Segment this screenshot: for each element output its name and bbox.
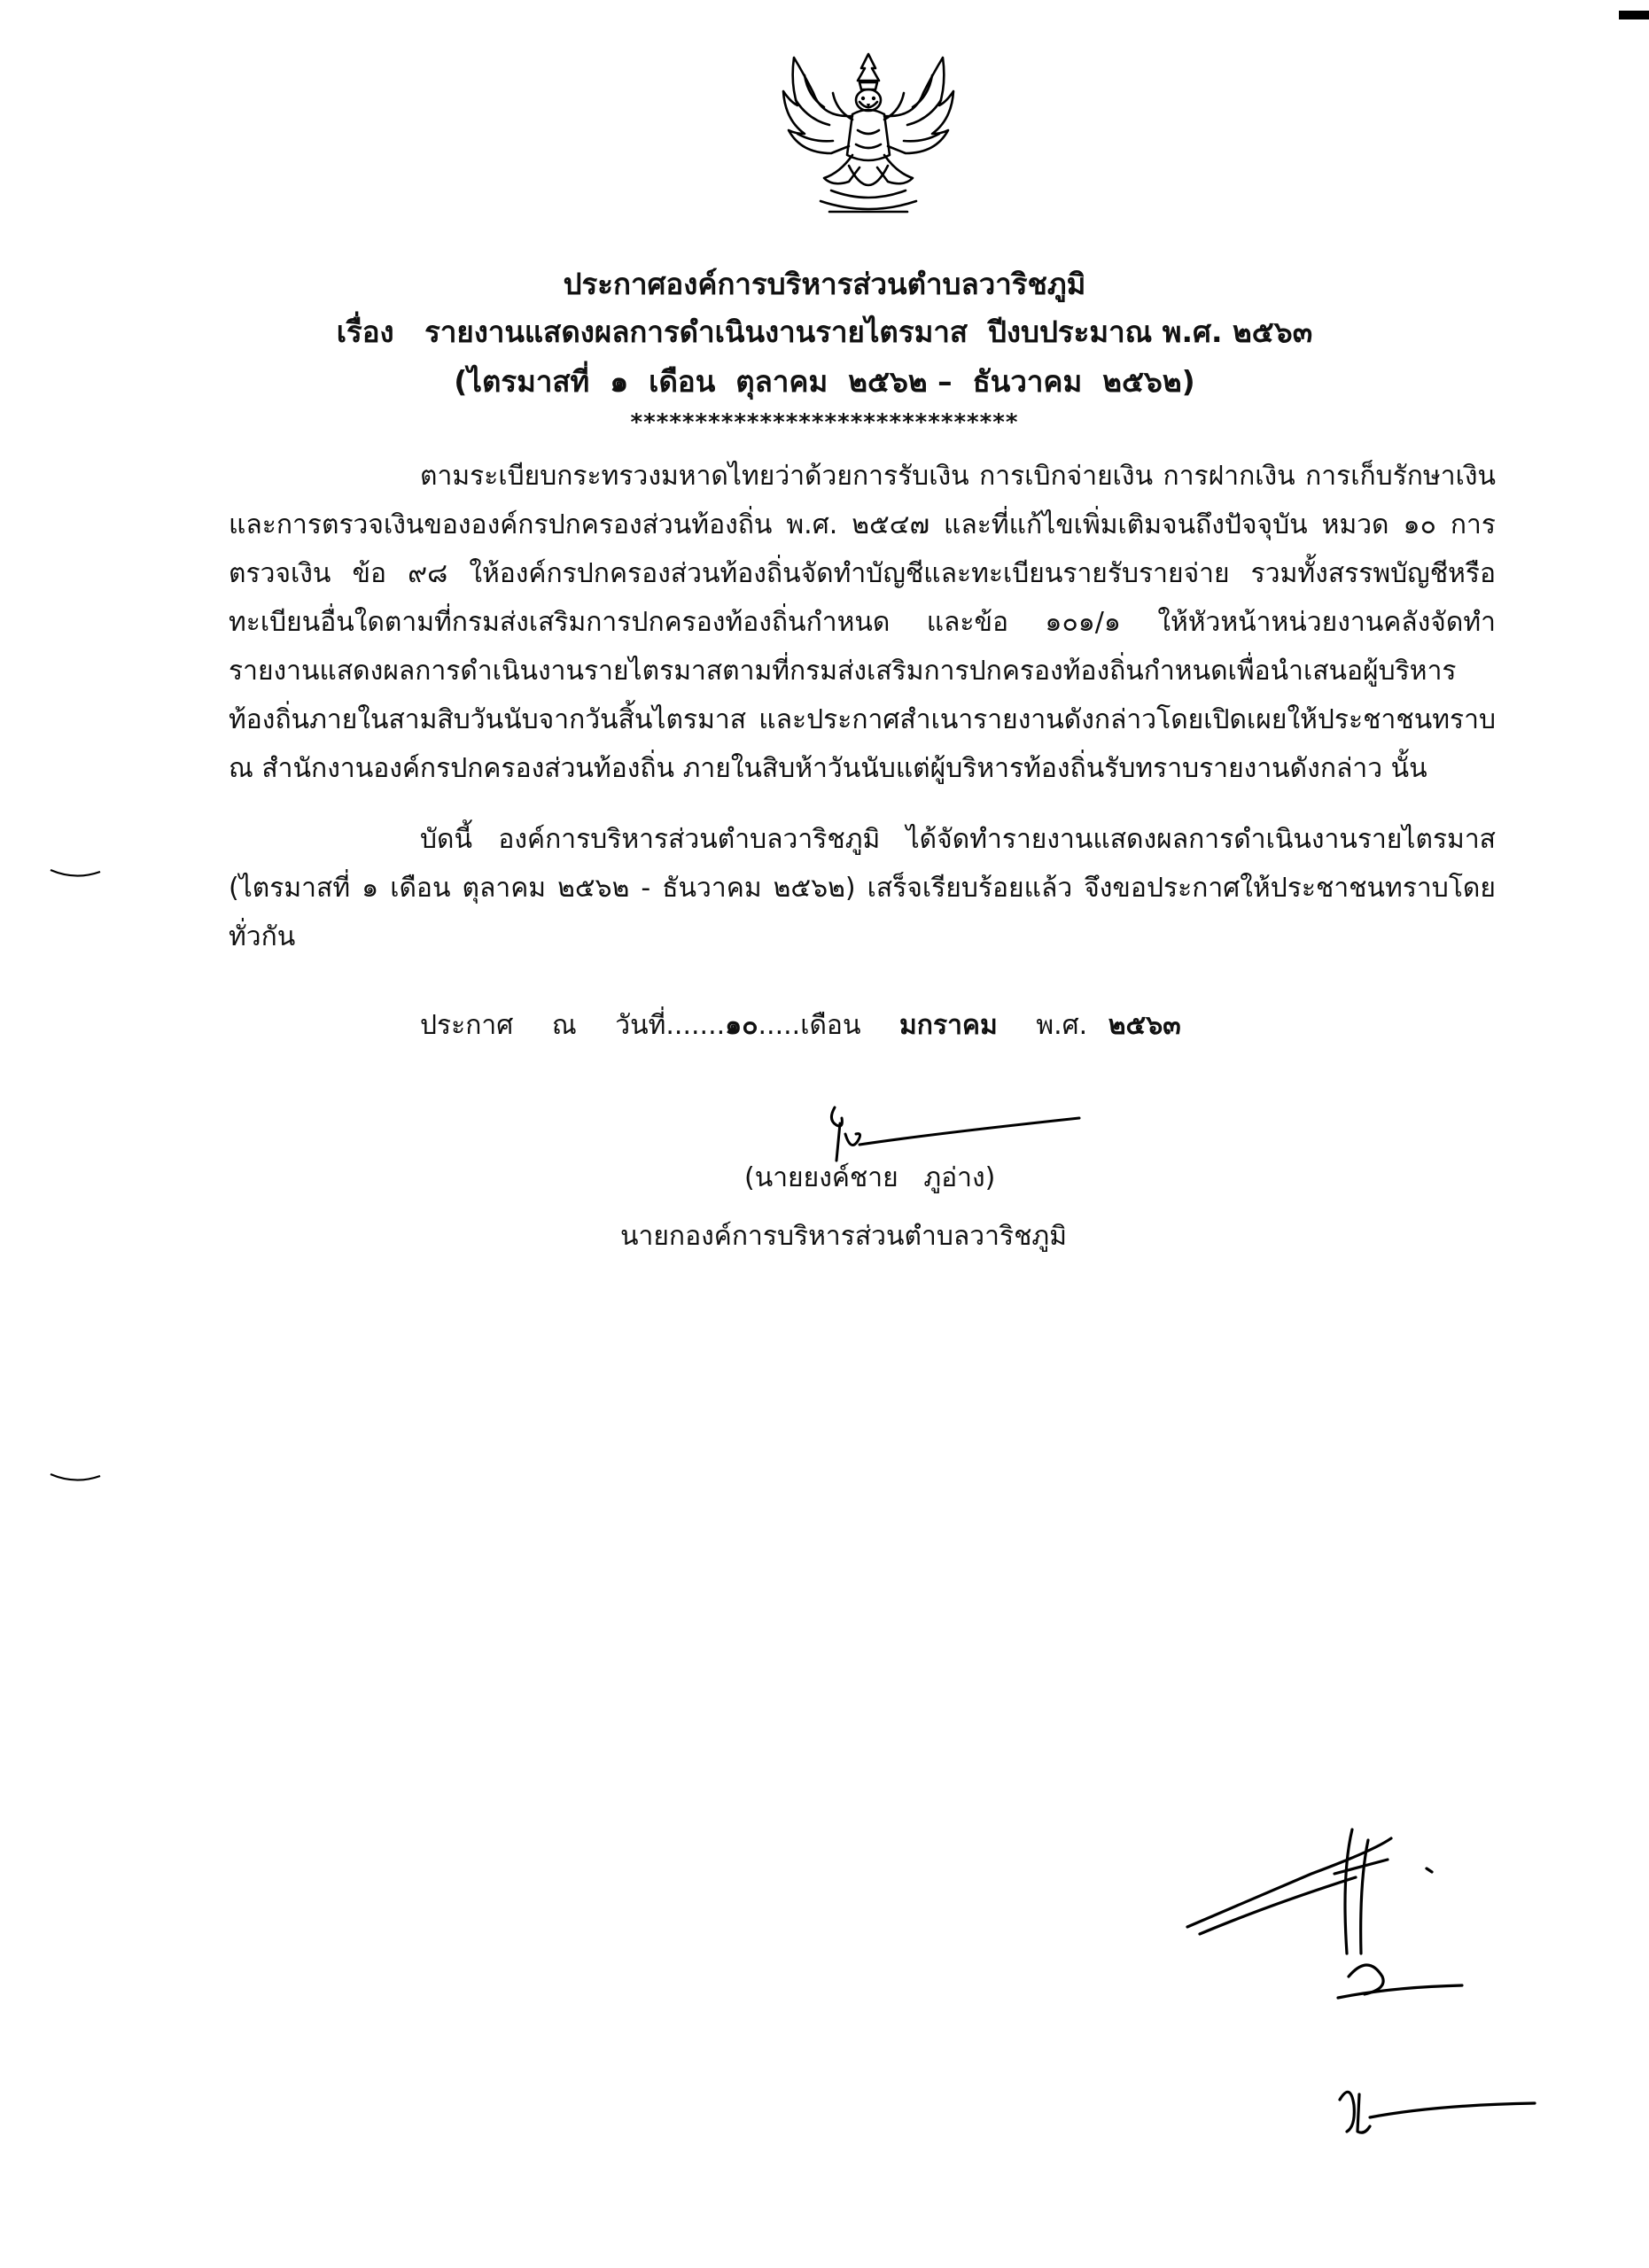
signatory-position: นายกองค์การบริหารส่วนตำบลวาริชภูมิ bbox=[620, 1221, 1067, 1252]
announce-era-label: พ.ศ. bbox=[1036, 1010, 1088, 1041]
announce-date-label: วันที่....... bbox=[615, 1010, 726, 1041]
body-paragraph-2: บัดนี้ องค์การบริหารส่วนตำบลวาริชภูมิ ได้จัดทำรายงานแสดงผลการดำเนินงานรายไตรมาส (ไตรมาสที่ ๑ เดือน ตุลาคม ๒๕๖๒ - ธันวาคม ๒๕๖๒) เสร็จเรียบร้อยแล้ว จึงขอประกาศให้ประชาชนทราบโดยทั่วกัน bbox=[229, 824, 1496, 952]
scan-artifact bbox=[49, 1471, 102, 1483]
scan-artifact bbox=[49, 866, 102, 879]
handwritten-initial bbox=[1178, 1821, 1471, 2024]
garuda-emblem bbox=[778, 49, 960, 221]
announce-month: มกราคม bbox=[899, 1010, 998, 1041]
subject-line: เรื่อง รายงานแสดงผลการดำเนินงานรายไตรมาส ปีงบประมาณ พ.ศ. ๒๕๖๓ bbox=[336, 315, 1313, 349]
announce-year: ๒๕๖๓ bbox=[1108, 1010, 1181, 1041]
body-paragraph-1: ตามระเบียบกระทรวงมหาดไทยว่าด้วยการรับเงิน การเบิกจ่ายเงิน การฝากเงิน การเก็บรักษาเงินและการตรวจเงินขององค์กรปกครองส่วนท้องถิ่น พ.ศ. ๒๕๔๗ และที่แก้ไขเพิ่มเติมจนถึงปัจจุบัน หมวด ๑๐ การตรวจเงิน ข้อ ๙๘ ให้องค์กรปกครองส่วนท้องถิ่นจัดทำบัญชีและทะเบียนรายรับรายจ่าย รวมทั้งสรรพบัญชีหรือทะเบียนอื่นใดตามที่กรมส่งเสริมการปกครองท้องถิ่นกำหนด และข้อ ๑๐๑/๑ ให้หัวหน้าหน่วยงานคลังจัดทำรายงานแสดงผลการดำเนินงานรายไตรมาสตามที่กรมส่งเสริมการปกครองท้องถิ่นกำหนดเพื่อนำเสนอผู้บริหารท้องถิ่นภายในสามสิบวันนับจากวันสิ้นไตรมาส และประกาศสำเนารายงานดังกล่าวโดยเปิดเผยให้ประชาชนทราบ ณ สำนักงานองค์กรปกครองส่วนท้องถิ่น ภายในสิบห้าวันนับแต่ผู้บริหารท้องถิ่นรับทราบรายงานดังกล่าว นั้น bbox=[229, 461, 1496, 784]
announce-day: ๑๐ bbox=[725, 1010, 758, 1041]
handwritten-initial bbox=[1329, 2064, 1542, 2153]
announce-month-label: .....เดือน bbox=[758, 1010, 861, 1041]
announce-at: ณ bbox=[551, 1010, 577, 1041]
announce-prefix: ประกาศ bbox=[420, 1010, 514, 1041]
signatory-name: (นายยงค์ชาย ภูอ่าง) bbox=[744, 1162, 996, 1193]
quarter-line: (ไตรมาสที่ ๑ เดือน ตุลาคม ๒๕๖๒ – ธันวาคม ๒๕๖๒) bbox=[454, 364, 1195, 399]
announcement-title: ประกาศองค์การบริหารส่วนตำบลวาริชภูมิ bbox=[563, 267, 1086, 301]
separator-line: ****************************** bbox=[630, 409, 1019, 436]
announcement-date-line bbox=[420, 1001, 1181, 1050]
scan-edge-mark bbox=[1619, 11, 1649, 19]
